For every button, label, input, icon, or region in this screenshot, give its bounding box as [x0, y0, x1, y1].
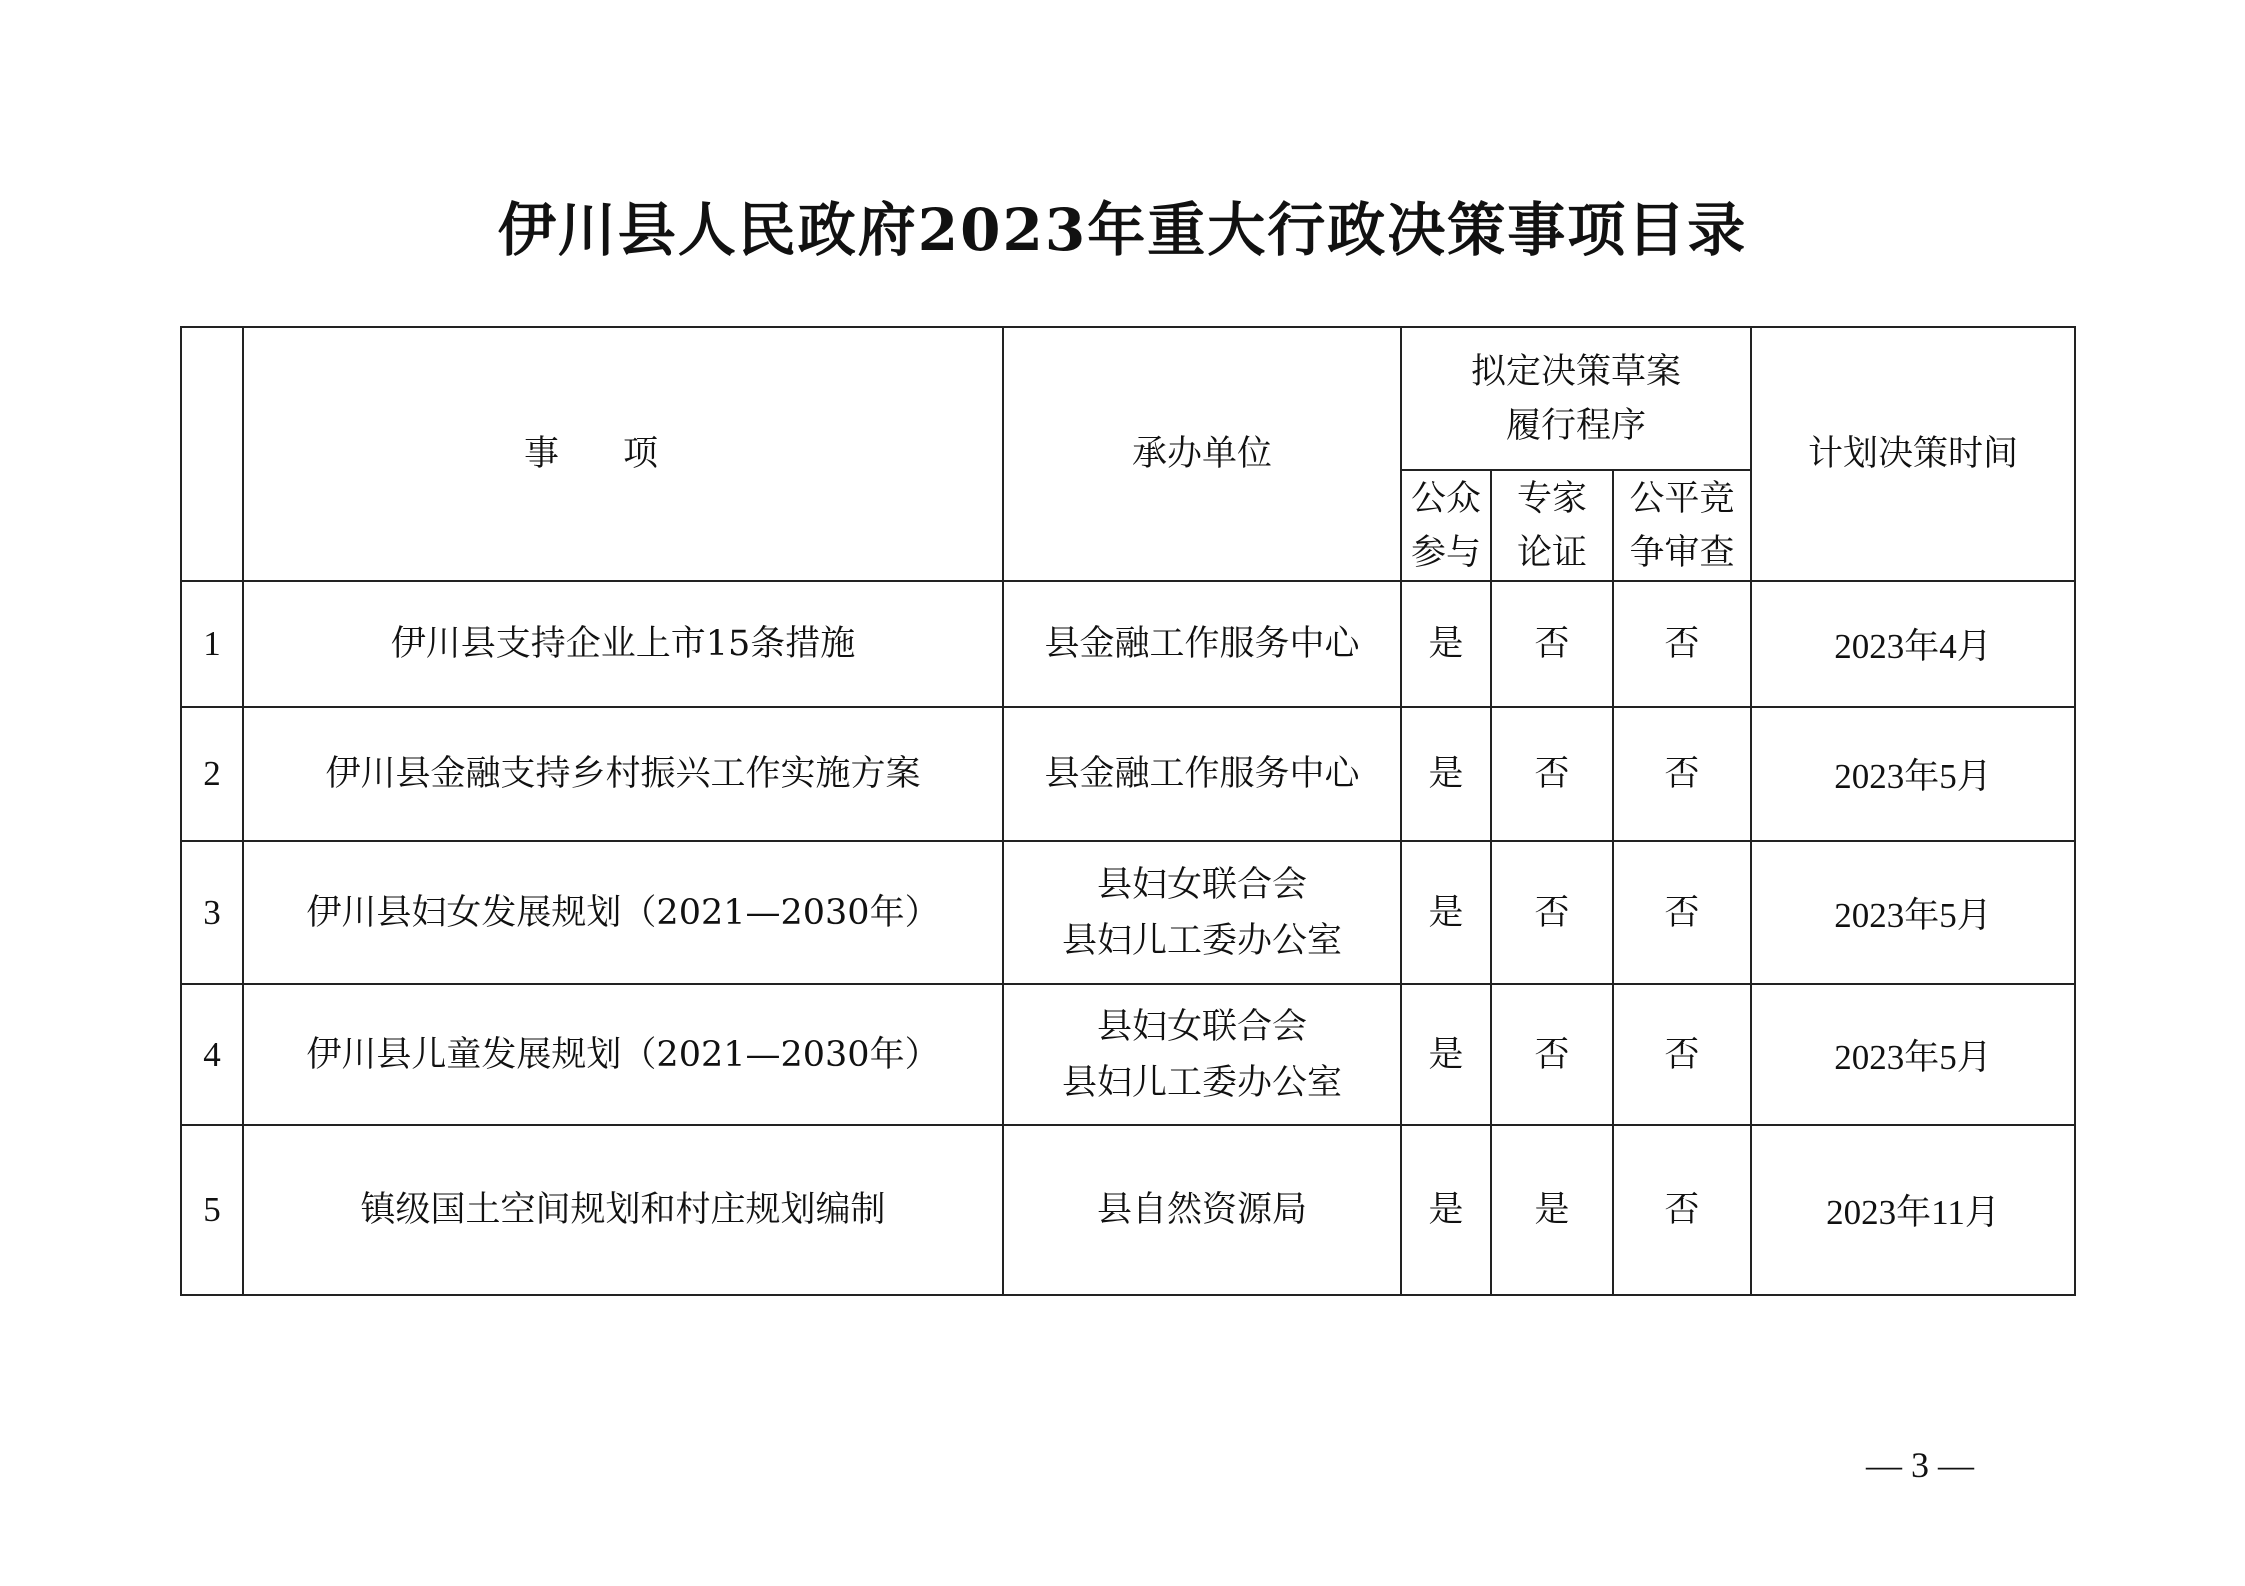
decision-items-table	[180, 326, 2076, 1296]
row-unit-line1: 县自然资源局	[1096, 1190, 1307, 1230]
table-row	[181, 1125, 2075, 1295]
row-item: 伊川县儿童发展规划（2021—2030年）	[243, 984, 1003, 1125]
row-unit	[1003, 984, 1401, 1125]
row-time: 2023年5月	[1751, 707, 2075, 841]
row-time: 2023年5月	[1751, 984, 2075, 1125]
row-unit-line1: 县妇女联合会	[1096, 1006, 1307, 1047]
row-fair: 否	[1613, 841, 1751, 984]
row-unit-line2: 县妇儿工委办公室	[1061, 1062, 1342, 1103]
row-index: 2	[181, 707, 243, 841]
document-title: 伊川县人民政府2023年重大行政决策事项目录	[497, 196, 1748, 264]
row-unit	[1003, 581, 1401, 707]
header-unit: 承办单位	[1003, 327, 1401, 581]
row-public: 是	[1401, 841, 1491, 984]
row-unit-line1: 县金融工作服务中心	[1044, 624, 1360, 664]
row-expert: 否	[1491, 841, 1613, 984]
header-row-1	[181, 327, 2075, 470]
header-procedure-line2: 履行程序	[1505, 405, 1646, 446]
row-item: 伊川县妇女发展规划（2021—2030年）	[243, 841, 1003, 984]
table-row	[181, 581, 2075, 707]
header-fair	[1613, 470, 1751, 581]
row-unit-line2: 县妇儿工委办公室	[1061, 920, 1342, 961]
row-public: 是	[1401, 581, 1491, 707]
header-fair-line2: 争审查	[1629, 532, 1735, 573]
header-expert-line2: 论证	[1516, 532, 1587, 573]
row-fair: 否	[1613, 707, 1751, 841]
row-public: 是	[1401, 707, 1491, 841]
table-row	[181, 984, 2075, 1125]
header-expert-line1: 专家	[1516, 478, 1587, 519]
row-time: 2023年4月	[1751, 581, 2075, 707]
row-index: 5	[181, 1125, 243, 1295]
row-item: 伊川县金融支持乡村振兴工作实施方案	[243, 707, 1003, 841]
row-index: 4	[181, 984, 243, 1125]
row-unit-line1: 县妇女联合会	[1096, 864, 1307, 905]
row-time: 2023年11月	[1751, 1125, 2075, 1295]
row-fair: 否	[1613, 581, 1751, 707]
header-item: 事项	[243, 327, 1003, 581]
row-fair: 否	[1613, 984, 1751, 1125]
row-expert: 否	[1491, 707, 1613, 841]
header-public-line1: 公众	[1410, 478, 1481, 519]
row-item: 镇级国土空间规划和村庄规划编制	[243, 1125, 1003, 1295]
row-fair: 否	[1613, 1125, 1751, 1295]
row-unit	[1003, 1125, 1401, 1295]
row-item: 伊川县支持企业上市15条措施	[243, 581, 1003, 707]
row-public: 是	[1401, 984, 1491, 1125]
row-unit	[1003, 841, 1401, 984]
row-expert: 否	[1491, 984, 1613, 1125]
header-public	[1401, 470, 1491, 581]
header-procedure-line1: 拟定决策草案	[1470, 351, 1681, 392]
row-unit	[1003, 707, 1401, 841]
row-index: 1	[181, 581, 243, 707]
row-public: 是	[1401, 1125, 1491, 1295]
row-index: 3	[181, 841, 243, 984]
table-row	[181, 841, 2075, 984]
header-expert	[1491, 470, 1613, 581]
header-index	[181, 327, 243, 581]
row-expert: 否	[1491, 581, 1613, 707]
header-public-line2: 参与	[1410, 532, 1481, 573]
header-time: 计划决策时间	[1751, 327, 2075, 581]
table-row	[181, 707, 2075, 841]
header-fair-line1: 公平竞	[1629, 478, 1735, 519]
header-procedure	[1401, 327, 1751, 470]
row-expert: 是	[1491, 1125, 1613, 1295]
page-number: — 3 —	[1866, 1445, 1974, 1485]
row-time: 2023年5月	[1751, 841, 2075, 984]
row-unit-line1: 县金融工作服务中心	[1044, 754, 1360, 794]
